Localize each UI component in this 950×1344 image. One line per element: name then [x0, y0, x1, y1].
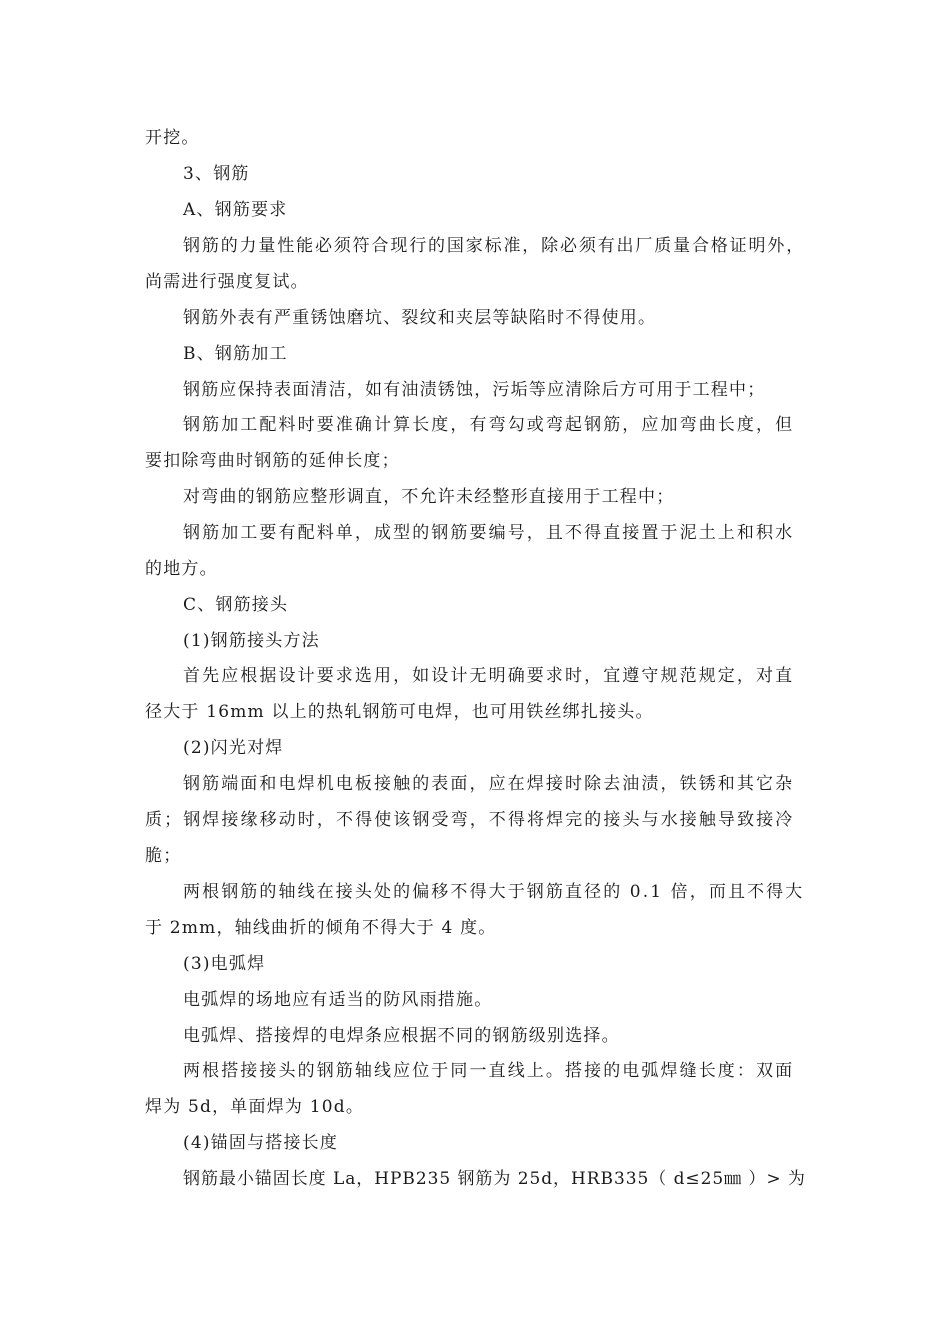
- subsection-heading: A、钢筋要求: [183, 200, 288, 220]
- item-heading: (3)电弧焊: [183, 954, 266, 974]
- section-heading: 3、钢筋: [183, 164, 250, 184]
- paragraph-line: 钢筋外表有严重锈蚀磨坑、裂纹和夹层等缺陷时不得使用。: [183, 308, 657, 328]
- paragraph-line: 焊为 5d，单面焊为 10d。: [145, 1097, 365, 1117]
- item-heading: (4)锚固与搭接长度: [183, 1133, 339, 1153]
- paragraph-line: 两根搭接接头的钢筋轴线应位于同一直线上。搭接的电弧焊缝长度：双面: [183, 1061, 795, 1081]
- paragraph-line: 钢筋加工要有配料单，成型的钢筋要编号，且不得直接置于泥土上和积水: [183, 523, 795, 543]
- paragraph-line: 质；钢焊接缘移动时，不得使该钢受弯，不得将焊完的接头与水接触导致接冷: [145, 810, 795, 830]
- paragraph-line: 首先应根据设计要求选用，如设计无明确要求时，宜遵守规范规定，对直: [183, 666, 795, 686]
- paragraph-line: 要扣除弯曲时钢筋的延伸长度；: [145, 451, 400, 471]
- paragraph-line: 对弯曲的钢筋应整形调直，不允许未经整形直接用于工程中；: [183, 487, 675, 507]
- paragraph-line: 钢筋应保持表面清洁，如有油渍锈蚀，污垢等应清除后方可用于工程中；: [183, 380, 766, 400]
- subsection-heading: B、钢筋加工: [183, 344, 288, 364]
- paragraph-line: 脆；: [145, 846, 182, 866]
- paragraph-line: 钢筋加工配料时要准确计算长度，有弯勾或弯起钢筋，应加弯曲长度，但: [183, 415, 795, 435]
- paragraph-line: 钢筋最小锚固长度 La，HPB235 钢筋为 25d，HRB335（ d≤25㎜ ）> 为: [183, 1169, 806, 1189]
- subsection-heading: C、钢筋接头: [183, 595, 289, 615]
- paragraph-line: 径大于 16mm 以上的热轧钢筋可电焊，也可用铁丝绑扎接头。: [145, 702, 654, 722]
- paragraph-line: 开挖。: [145, 128, 200, 148]
- paragraph-line: 钢筋的力量性能必须符合现行的国家标准，除必须有出厂质量合格证明外，: [183, 236, 806, 256]
- item-heading: (1)钢筋接头方法: [183, 631, 320, 651]
- paragraph-line: 电弧焊的场地应有适当的防风雨措施。: [183, 990, 493, 1010]
- paragraph-line: 电弧焊、搭接焊的电焊条应根据不同的钢筋级别选择。: [183, 1026, 620, 1046]
- paragraph-line: 的地方。: [145, 559, 218, 579]
- paragraph-line: 钢筋端面和电焊机电板接触的表面，应在焊接时除去油渍，铁锈和其它杂: [183, 774, 795, 794]
- item-heading: (2)闪光对焊: [183, 738, 284, 758]
- paragraph-line: 于 2mm，轴线曲折的倾角不得大于 4 度。: [145, 918, 497, 938]
- paragraph-line: 两根钢筋的轴线在接头处的偏移不得大于钢筋直径的 0.1 倍，而且不得大: [183, 882, 805, 902]
- paragraph-line: 尚需进行强度复试。: [145, 272, 309, 292]
